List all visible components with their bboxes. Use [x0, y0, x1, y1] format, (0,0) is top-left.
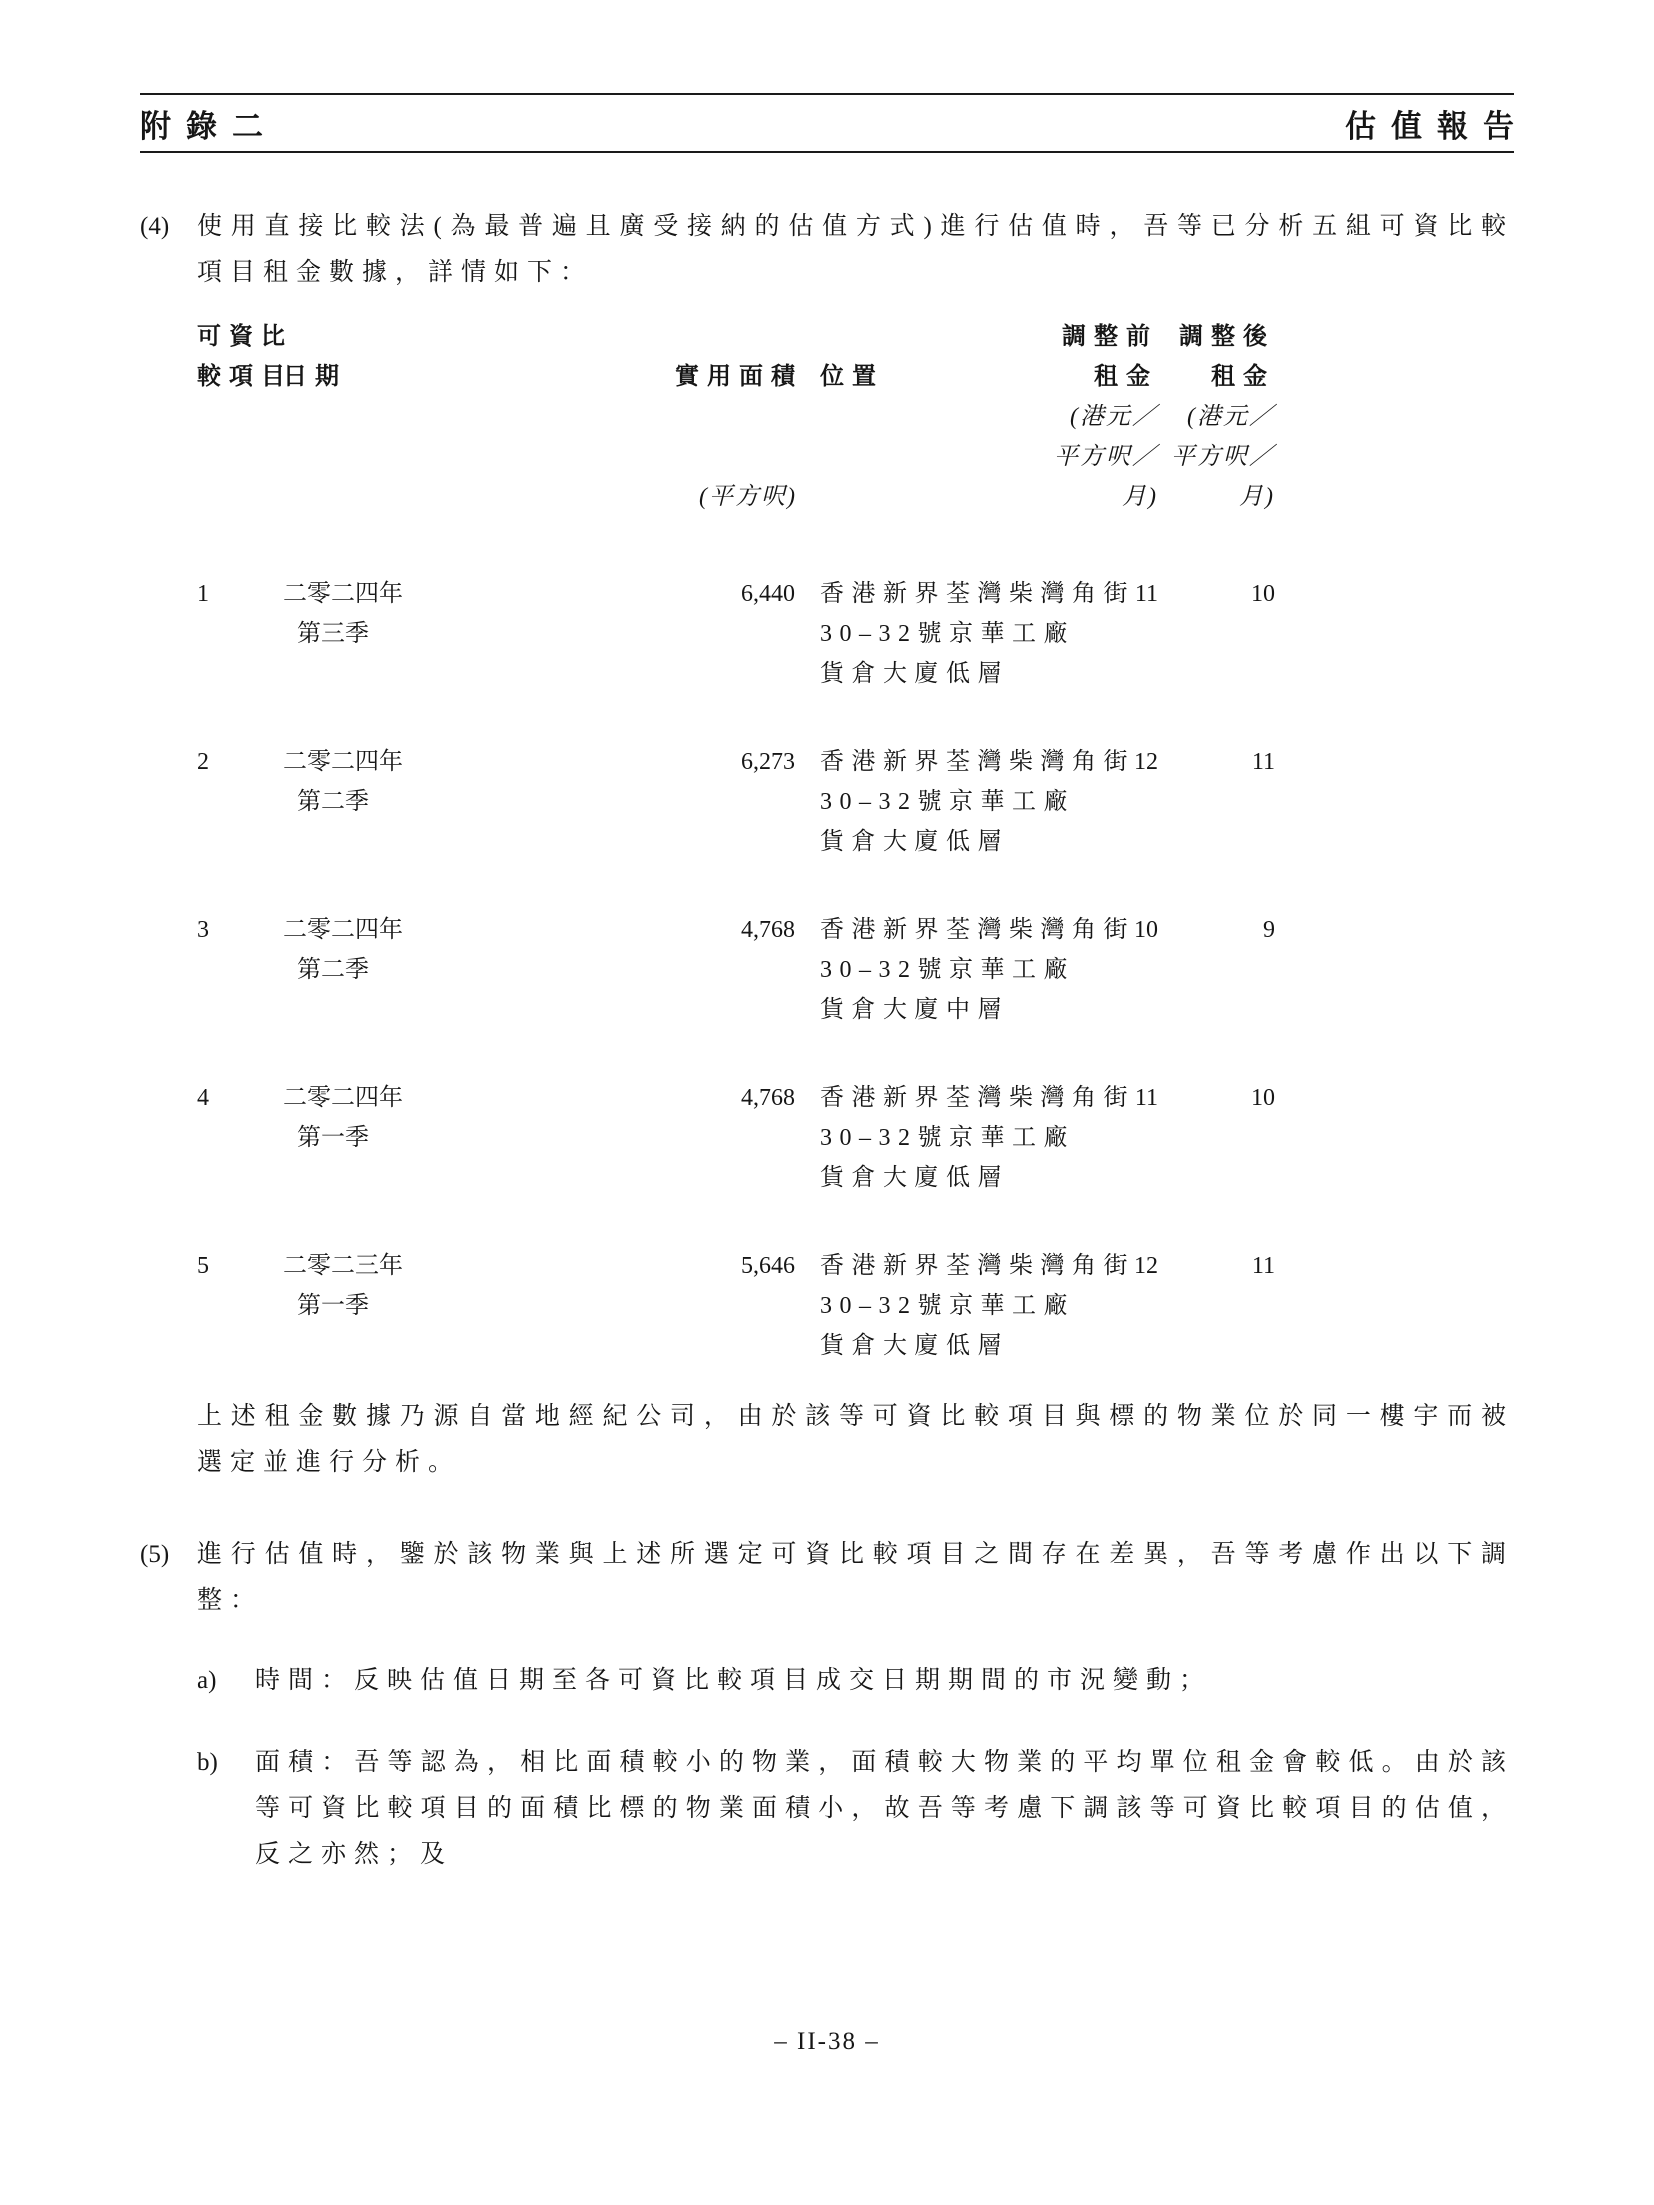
col-post-adjust: 調整後	[1179, 323, 1275, 350]
row-rent-after: 9	[1263, 917, 1275, 943]
row-rent-before: 11	[1134, 1085, 1158, 1111]
row-location: 香港新界荃灣柴灣角街 30–32號京華工廠 貨倉大廈低層	[820, 749, 1135, 855]
row-area: 6,273	[741, 749, 795, 775]
row-rent-after: 10	[1251, 581, 1275, 607]
rent-after-unit-line3: 月)	[1239, 484, 1275, 510]
col-comparable-line1: 可資比	[197, 323, 293, 350]
row-number: 3	[197, 917, 209, 943]
rent-before-unit-line1: (港元／	[1070, 404, 1158, 430]
rent-after-unit-line2: 平方呎／	[1171, 444, 1275, 470]
table-note	[140, 1394, 1514, 1486]
table-row	[140, 910, 1514, 1030]
row-rent-before: 12	[1134, 749, 1158, 775]
paragraph-4-text: 使用直接比較法(為最普遍且廣受接納的估值方式)進行估值時，吾等已分析五組可資比較項目租金數據，詳情如下：	[197, 213, 1514, 286]
row-date: 二零二四年 第三季	[283, 581, 403, 647]
list-item-b	[197, 1740, 1514, 1878]
list-item-a-marker: a)	[197, 1667, 217, 1694]
row-area: 4,768	[741, 917, 795, 943]
paragraph-5	[140, 1532, 1514, 1624]
row-date: 二零二三年 第一季	[283, 1253, 403, 1319]
rent-after-unit-line1: (港元／	[1187, 404, 1275, 430]
row-number: 5	[197, 1253, 209, 1279]
row-area: 6,440	[741, 581, 795, 607]
paragraph-4-marker: (4)	[140, 213, 170, 240]
col-rent-before-label: 租金	[1094, 363, 1158, 390]
col-comparable-line2: 較項目	[197, 363, 293, 390]
page-number: – II-38 –	[774, 2028, 880, 2055]
row-location: 香港新界荃灣柴灣角街 30–32號京華工廠 貨倉大廈低層	[820, 581, 1135, 687]
paragraph-4	[140, 204, 1514, 296]
paragraph-5-text: 進行估值時，鑒於該物業與上述所選定可資比較項目之間存在差異，吾等考慮作出以下調整：	[197, 1541, 1514, 1614]
row-date: 二零二四年 第二季	[283, 917, 403, 983]
comparables-table	[140, 317, 1514, 1366]
list-item-a-text: 時間：反映估值日期至各可資比較項目成交日期期間的市況變動；	[255, 1667, 1213, 1694]
rent-before-unit-line3: 月)	[1122, 484, 1158, 510]
col-area: 實用面積	[675, 363, 803, 390]
row-location: 香港新界荃灣柴灣角街 30–32號京華工廠 貨倉大廈低層	[820, 1253, 1135, 1359]
row-rent-after: 11	[1251, 749, 1275, 775]
table-row	[140, 1078, 1514, 1198]
table-row	[140, 742, 1514, 862]
paragraph-5-marker: (5)	[140, 1541, 170, 1568]
area-unit: (平方呎)	[699, 484, 797, 510]
row-number: 1	[197, 581, 209, 607]
col-location: 位置	[820, 363, 884, 390]
col-pre-adjust: 調整前	[1062, 323, 1158, 350]
row-area: 4,768	[741, 1085, 795, 1111]
row-rent-before: 10	[1134, 917, 1158, 943]
page-header	[140, 93, 1529, 153]
row-date: 二零二四年 第二季	[283, 749, 403, 815]
row-date: 二零二四年 第一季	[283, 1085, 403, 1151]
header-report-title: 估值報告	[1345, 108, 1529, 144]
col-date: 日期	[283, 363, 347, 390]
row-location: 香港新界荃灣柴灣角街 30–32號京華工廠 貨倉大廈中層	[820, 917, 1135, 1023]
row-rent-after: 10	[1251, 1085, 1275, 1111]
list-item-b-text: 面積：吾等認為，相比面積較小的物業，面積較大物業的平均單位租金會較低。由於該等可資比較項目的面積比標的物業面積小，故吾等考慮下調該等可資比較項目的估值，反之亦然；及	[255, 1749, 1514, 1868]
header-appendix-title: 附錄二	[140, 108, 278, 144]
table-note-text: 上述租金數據乃源自當地經紀公司，由於該等可資比較項目與標的物業位於同一樓宇而被選定並進行分析。	[197, 1403, 1514, 1476]
table-row	[140, 1246, 1514, 1366]
row-rent-before: 12	[1134, 1253, 1158, 1279]
table-header	[140, 317, 1514, 517]
table-row	[140, 574, 1514, 694]
row-number: 4	[197, 1085, 209, 1111]
list-item-a	[197, 1658, 1514, 1704]
row-number: 2	[197, 749, 209, 775]
col-rent-after-label: 租金	[1211, 363, 1275, 390]
row-rent-before: 11	[1134, 581, 1158, 607]
list-item-b-marker: b)	[197, 1749, 218, 1776]
rent-before-unit-line2: 平方呎／	[1054, 444, 1158, 470]
row-location: 香港新界荃灣柴灣角街 30–32號京華工廠 貨倉大廈低層	[820, 1085, 1135, 1191]
row-rent-after: 11	[1251, 1253, 1275, 1279]
row-area: 5,646	[741, 1253, 795, 1279]
